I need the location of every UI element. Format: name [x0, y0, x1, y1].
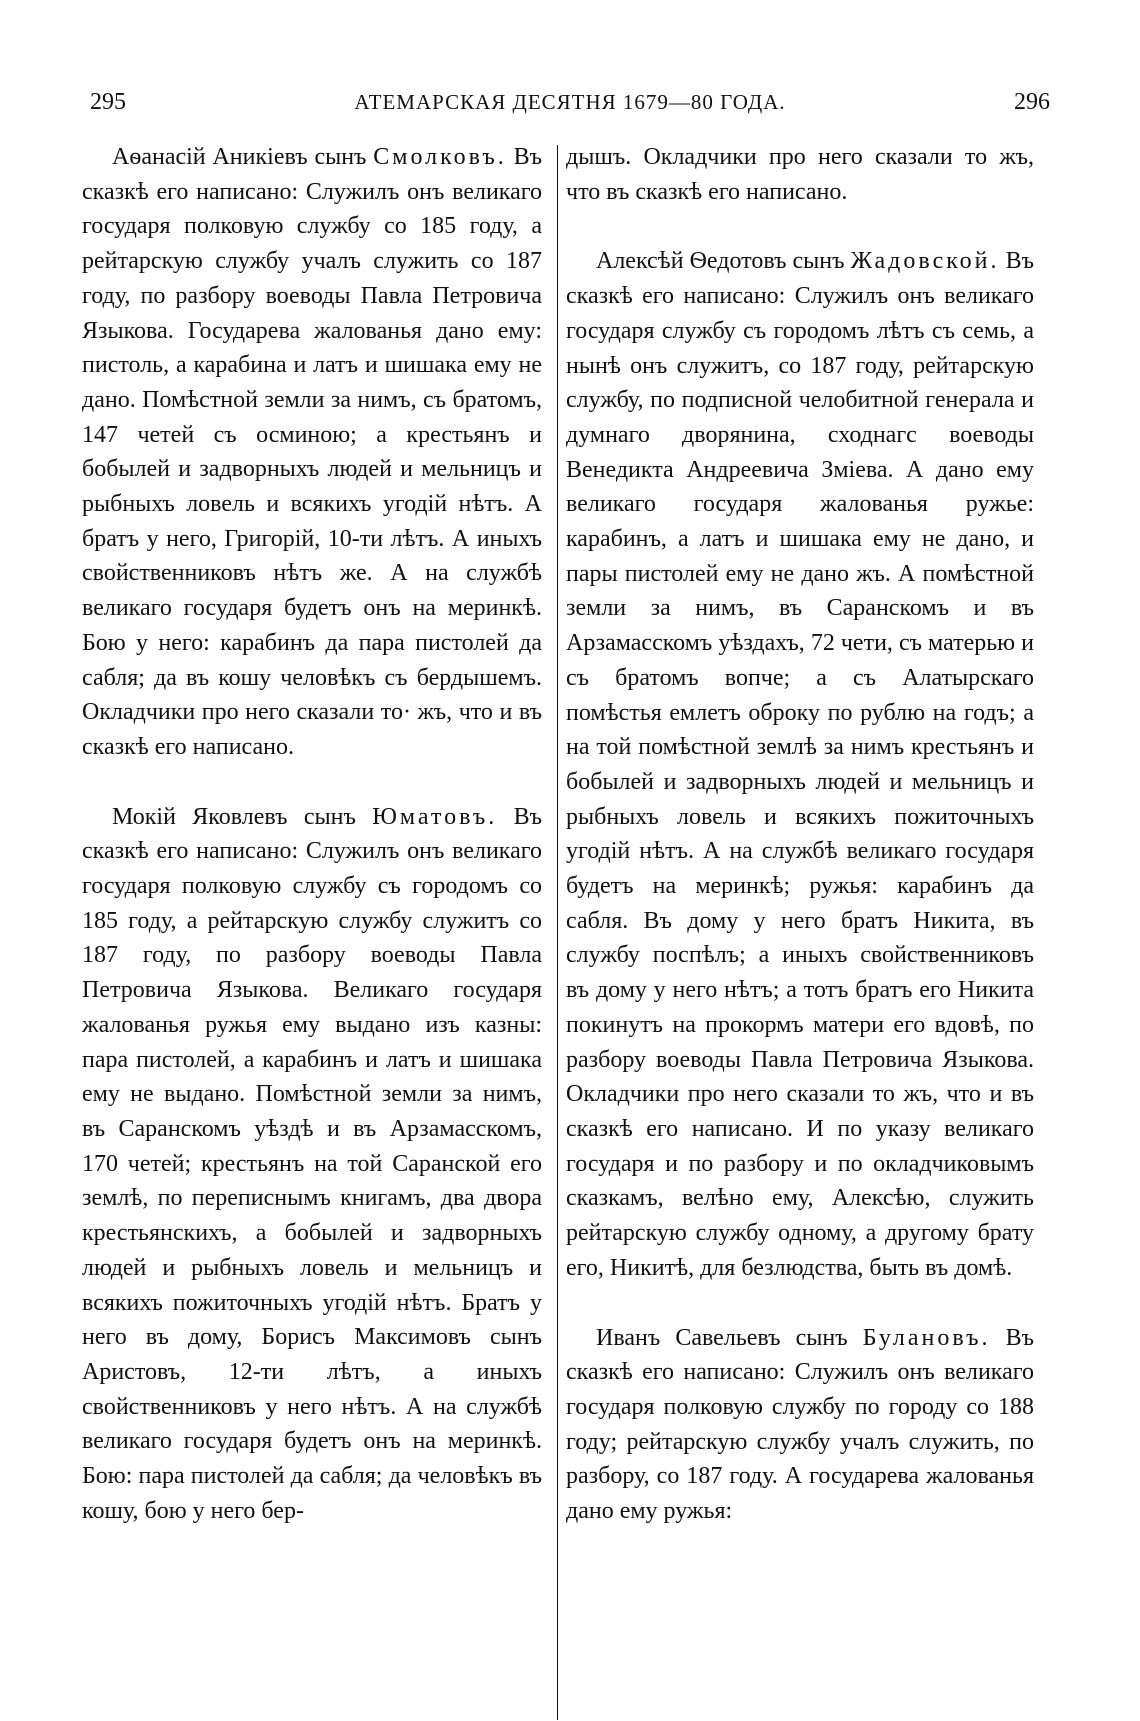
entry-bulanov: [566, 1321, 1034, 1529]
right-column: [566, 140, 1034, 1529]
left-column: [82, 140, 542, 1528]
entry-text: Въ сказкѣ его написано: Служилъ онъ великаго государя полковую службу по городу со 188 году; рейтарскую службу учалъ служить, по разбору, со 187 году. А государева жалованья дано ему ружья:: [566, 1324, 1034, 1525]
entry-name: Алексѣй Ѳедотовъ сынъ: [596, 248, 845, 275]
entry-text: Въ сказкѣ его написано: Служилъ онъ великаго государя полковую службу съ городомъ со 185 году, а рейтарскую службу служитъ со 187 году, по разбору воеводы Павла Петровича Языкова. Великаго государя жалованья ружья ему выдано изъ казны: пара пистолей, а карабинъ и латъ и шишака ему не выдано. Помѣстной земли за нимъ, въ Саранскомъ уѣздѣ и въ Арзамасскомъ, 170 четей; крестьянъ на той Саранской его землѣ, по переписнымъ книгамъ, два двора крестьянскихъ, а бобылей и задворныхъ людей и рыбныхъ ловель и мельницъ и всякихъ пожиточныхъ угодій нѣтъ. Братъ у него въ дому, Борисъ Максимовъ сынъ Аристовъ, 12-ти лѣтъ, а иныхъ свойственниковъ у него нѣтъ. А на службѣ великаго государя будетъ онъ на меринкѣ. Бою: пара пистолей да сабля; да человѣкъ въ кошу, бою у него бер-: [82, 803, 543, 1524]
entry-surname: Жадовской.: [850, 248, 1000, 275]
page-header: [90, 82, 1050, 122]
entry-text: Въ сказкѣ его написано: Служилъ онъ великаго государя полковую службу со 185 году, а рейтарскую службу учалъ служить со 187 году, по разбору воеводы Павла Петровича Языкова. Государева жалованья дано ему: пистоль, а карабина и латъ и шишака ему не дано. Помѣстной земли за нимъ, съ братомъ, 147 четей съ осминою; а крестьянъ и бобылей и задворныхъ людей и мельницъ и рыбныхъ ловель и всякихъ угодій нѣтъ. А братъ у него, Григорій, 10-ти лѣтъ. А иныхъ свойственниковъ нѣтъ же. А на службѣ великаго государя будетъ онъ на меринкѣ. Бою у него: карабинъ да пара пистолей да сабля; да въ кошу человѣкъ съ бердышемъ. Окладчики про него сказали то· жъ, что и въ сказкѣ его написано.: [82, 144, 542, 760]
entry-surname: Юматовъ.: [372, 803, 498, 830]
entry-name: Аѳанасій Аникіевъ сынъ: [112, 144, 367, 170]
entry-name: Мокій Яковлевъ сынъ: [112, 803, 356, 830]
page-number-right: 296: [1013, 88, 1050, 115]
column-divider: [557, 145, 558, 1720]
entry-name: Иванъ Савельевъ сынъ: [596, 1324, 848, 1351]
entry-zhadovskoy: [566, 244, 1034, 1285]
entry-smolkov: [82, 140, 542, 765]
running-title: АТЕМАРСКАЯ ДЕСЯТНЯ 1679—80 ГОДА.: [354, 89, 786, 114]
entry-text: Въ сказкѣ его написано: Служилъ онъ великаго государя службу съ городомъ лѣтъ съ семь, а нынѣ онъ служитъ, со 187 году, рейтарскую службу, по подписной челобитной генерала и думнаго дворянина, сходнагс воеводы Венедикта Андреевича Зміева. А дано ему великаго государя жалованья ружье: карабинъ, а латъ и шишака ему не дано, и пары пистолей ему не дано жъ. А помѣстной земли за нимъ, въ Саранскомъ и въ Арзамасскомъ уѣздахъ, 72 чети, съ матерью и съ братомъ вопче; а съ Алатырскаго помѣстья емлетъ оброку по рублю на годъ; а на той помѣстной землѣ за нимъ крестьянъ и бобылей и задворныхъ людей и мельницъ и рыбныхъ ловель и всякихъ пожиточныхъ угодій нѣтъ. А на службѣ великаго государя будетъ на меринкѣ; ружья: карабинъ да сабля. Въ дому у него братъ Никита, въ службу поспѣлъ; а иныхъ свойственниковъ въ дому у него нѣтъ; а тотъ братъ его Никита покинутъ на прокормъ матери его вдовѣ, по разбору воеводы Павла Петровича Языкова. Окладчики про него сказали то жъ, что и въ сказкѣ его написано. И по указу великаго государя и по разбору и по окладчиковымъ сказкамъ, велѣно ему, Алексѣю, служить рейтарскую службу одному, а другому брату его, Никитѣ, для безлюдства, быть въ домѣ.: [566, 248, 1035, 1281]
entry-surname: Булановъ.: [862, 1324, 991, 1351]
entry-yumatov: [82, 800, 542, 1529]
page-number-left: 295: [90, 88, 126, 115]
entry-surname: Смолковъ.: [373, 144, 507, 170]
continuation-text: дышъ. Окладчики про него сказали то жъ, что въ сказкѣ его написано.: [566, 144, 1034, 205]
